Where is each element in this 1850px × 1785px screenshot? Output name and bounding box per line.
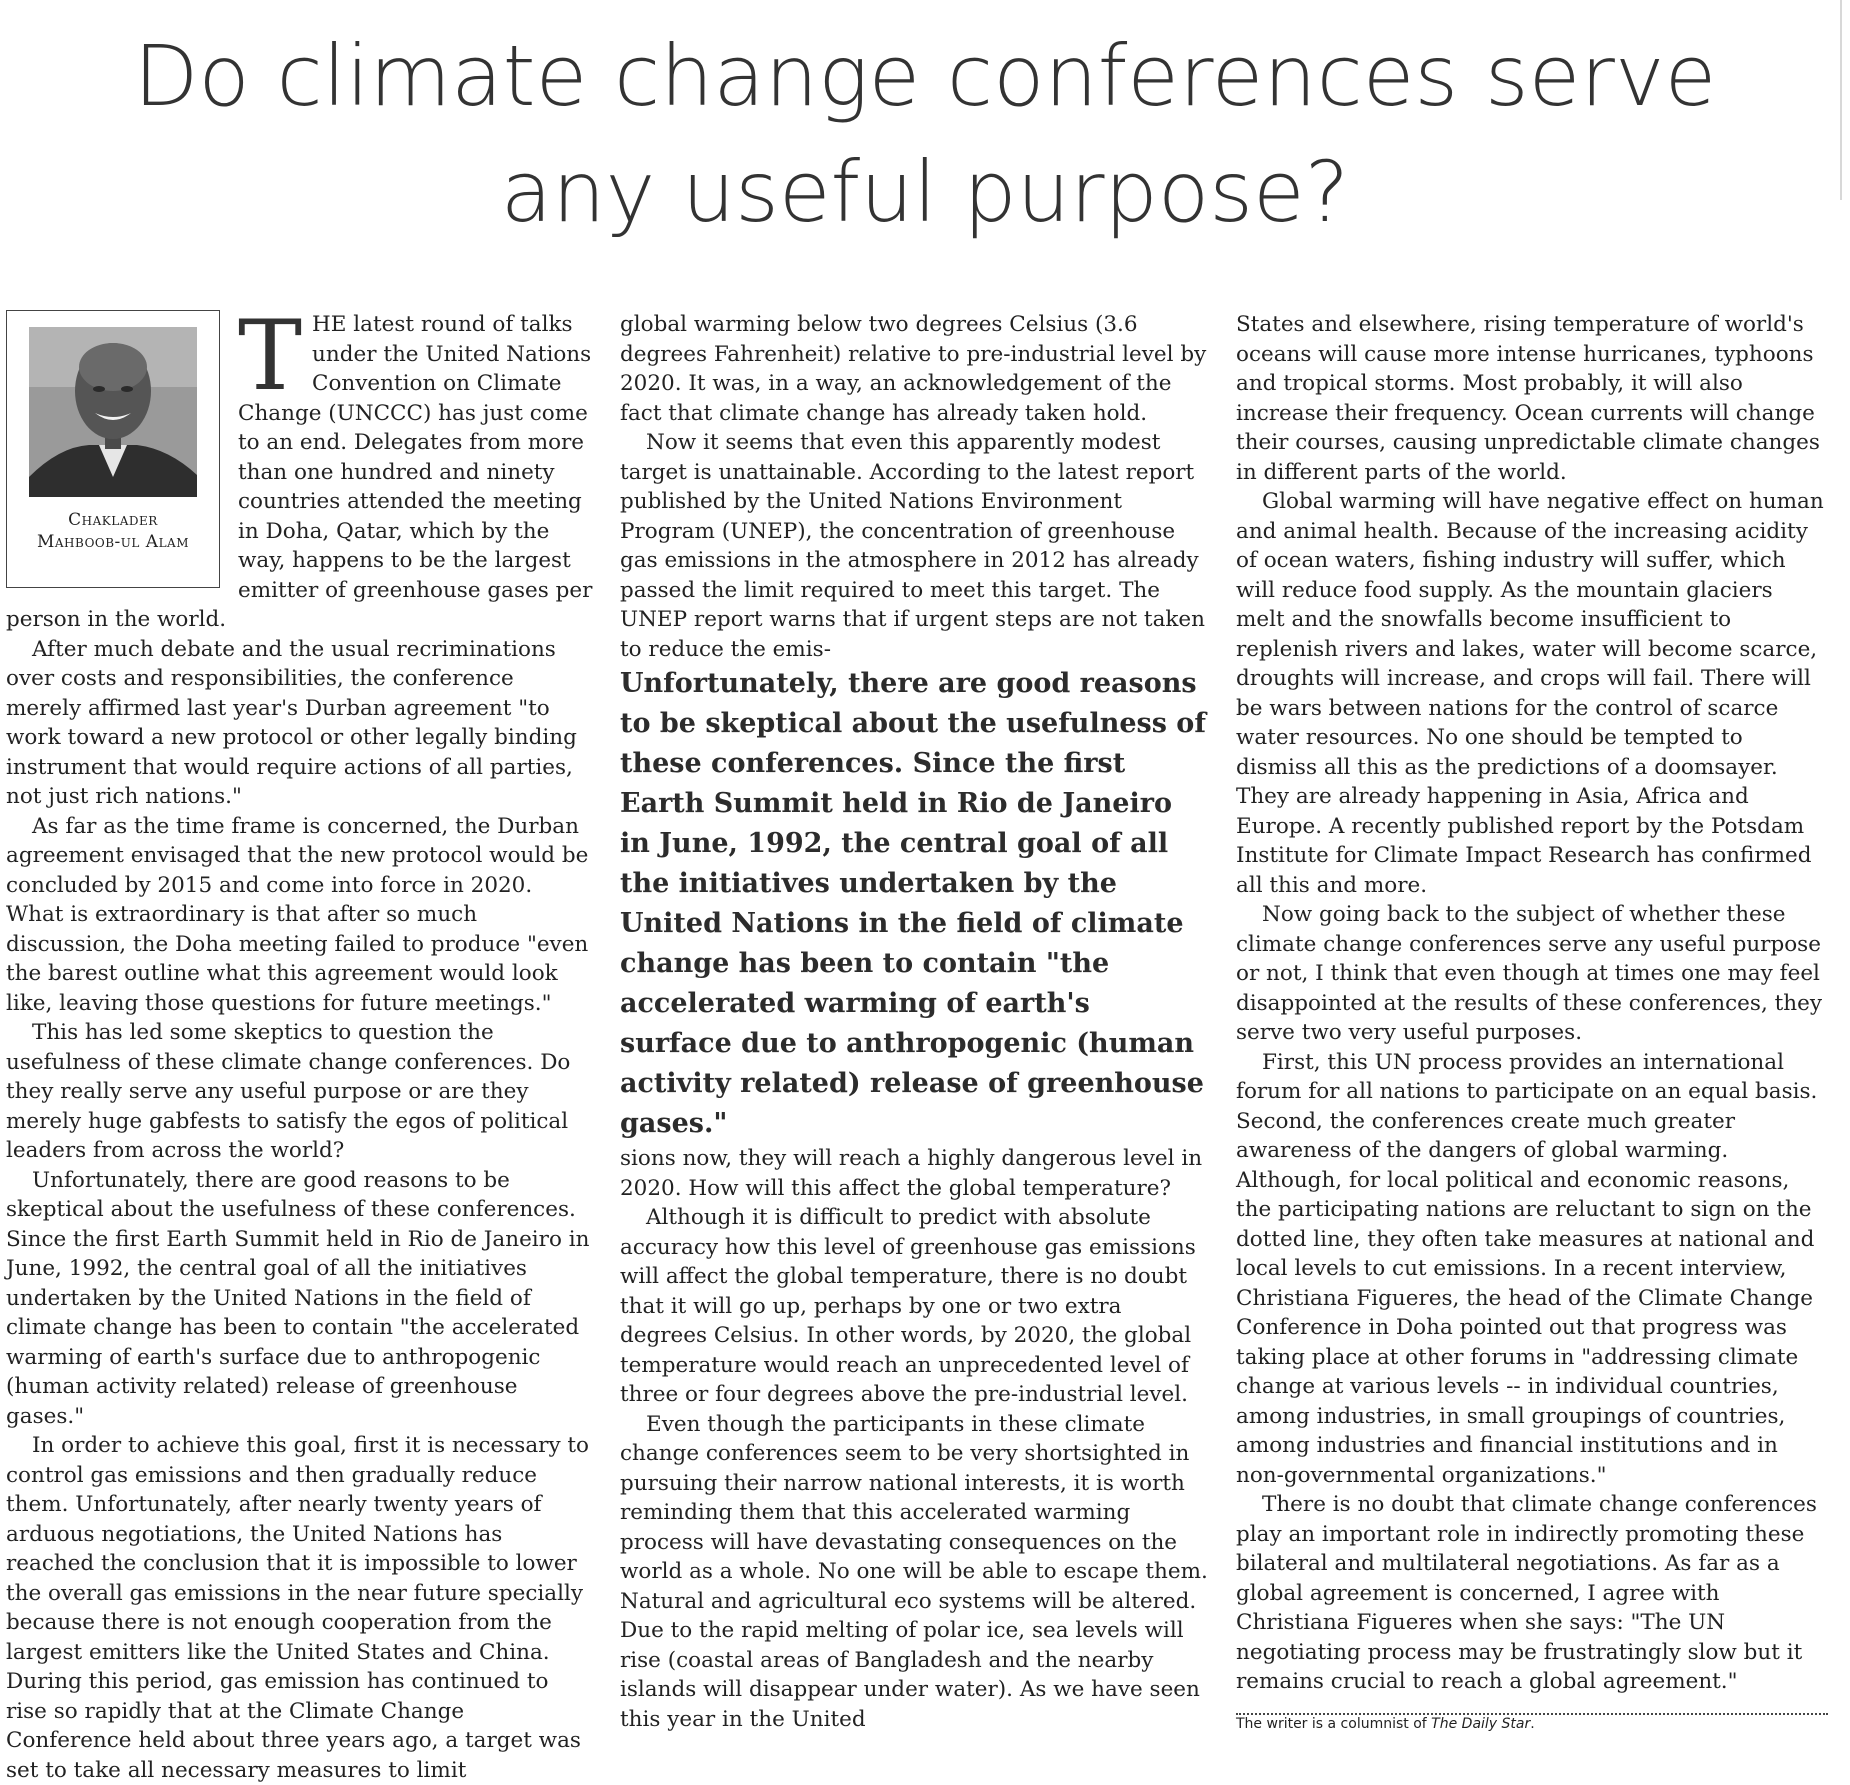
article-paragraph-5: Unfortunately, there are good reasons to be skeptical about the usefulness of these conferences. Since the first Earth Summit held in Rio de Janeiro in June, 1992, the central goal of all the initiatives undertaken by the United Nations in the field of climate change has been to contain "the accelerated warming of earth's surface due to anthropogenic (human activity related) release of greenhouse gases." [6,1167,590,1429]
author-photo [29,327,197,497]
page-edge-line [1840,0,1842,200]
article-paragraph-10: Although it is difficult to predict with absolute accuracy how this level of greenhouse gas emissions will affect the global temperature, there is no doubt that it will go up, perhaps by one or two extra degrees Celsius. In other words, by 2020, the global temperature would reach an unprecedented level of three or four degrees above the pre-industrial level. [620,1205,1196,1407]
pull-quote: Unfortunately, there are good reasons to be skeptical about the usefulness of these conferences. Since the first Earth Summit held in Rio de Janeiro in June, 1992, the central goal of all the initiatives undertaken by the United Nations in the field of climate change has been to contain "the accelerated warming of earth's surface due to anthropogenic (human activity related) release of greenhouse gases." [620,668,1206,1139]
drop-cap: T [238,300,303,412]
writer-note-prefix: The writer is a columnist of [1236,1715,1432,1732]
writer-note [1236,1715,1828,1733]
article-paragraph-12: States and elsewhere, rising temperature of world's oceans will cause more intense hurricanes, typhoons and tropical storms. Most probably, it will also increase their frequency. Ocean currents will change their courses, causing unpredictable climate changes in different parts of the world. [1236,312,1820,485]
author-name-line1: Chaklader [68,510,158,530]
headline: Do climate change conferences serve any useful purpose? [133,27,1717,241]
author-portrait-image [29,327,197,497]
writer-note-suffix: . [1530,1715,1535,1732]
column-3 [1236,310,1828,1733]
article-paragraph-9: sions now, they will reach a highly dangerous level in 2020. How will this affect the global temperature? [620,1146,1203,1201]
author-name [7,509,219,553]
article-paragraph-3: As far as the time frame is concerned, the Durban agreement envisaged that the new protocol would be concluded by 2015 and come into force in 2020. What is extraordinary is that after so much discussion, the Doha meeting failed to produce "even the barest outline what this agreement would look like, leaving those questions for future meetings." [6,813,589,1016]
article-paragraph-15: First, this UN process provides an international forum for all nations to participate on an equal basis. Second, the conferences create much greater awareness of the dangers of global warming. Although, for local political and economic reasons, the participating nations are reluctant to sign on the dotted line, they often take measures at national and local levels to cut emissions. In a recent interview, Christiana Figueres, the head of the Climate Change Conference in Doha pointed out that progress was taking place at other forums in "addressing climate change at various levels -- in individual countries, among industries, in small groupings of countries, among industries and financial institutions and in non-governmental organizations." [1236,1049,1818,1488]
article-paragraph-2: After much debate and the usual recriminations over costs and responsibilities, the conference merely affirmed last year's Durban agreement "to work toward a new protocol or other legally binding instrument that would require actions of all parties, not just rich nations." [6,636,577,809]
column-1 [6,300,594,1785]
article-paragraph-7: global warming below two degrees Celsius (3.6 degrees Fahrenheit) relative to pre-industrial level by 2020. It was, in a way, an acknowledgement of the fact that climate change has already taken hold. [620,312,1207,426]
article-paragraph-16: There is no doubt that climate change conferences play an important role in indirectly promoting these bilateral and multilateral negotiations. As far as a global agreement is concerned, I agree with Christiana Figueres when she says: "The UN negotiating process may be frustratingly slow but it remains crucial to reach a global agreement." [1236,1492,1817,1694]
column-2 [620,310,1210,1734]
author-box [6,310,220,588]
article-paragraph-4: This has led some skeptics to question the usefulness of these climate change conferences. Do they really serve any useful purpose or are they merely huge gabfests to satisfy the egos of political leaders from across the world? [6,1020,571,1163]
paragraph-text: HE latest round of talks under the United Nations Convention on Climate Change (UNCCC) has just come to an end. Delegates from more than one hundred and ninety countries attended the meeting in Doha, Qatar, which by the way, happens to be the largest emitter of greenhouse gases per person in the world. [6,312,593,632]
article-paragraph-14: Now going back to the subject of whether these climate change conferences serve any useful purpose or not, I think that even though at times one may feel disappointed at the results of these conferences, they serve two very useful purposes. [1236,902,1822,1045]
publication-name: The Daily Star [1431,1715,1531,1732]
article-paragraph-6: In order to achieve this goal, first it is necessary to control gas emissions and then gradually reduce them. Unfortunately, after nearly twenty years of arduous negotiations, the United Nations has reached the conclusion that it is impossible to lower the overall gas emissions in the near future specially because there is not enough cooperation from the largest emitters like the United States and China. During this period, gas emission has continued to rise so rapidly that at the Climate Change Conference held about three years ago, a target was set to take all necessary measures to limit [6,1433,590,1783]
article-paragraph-8: Now it seems that even this apparently modest target is unattainable. According to the latest report published by the United Nations Environment Program (UNEP), the concentration of greenhouse gas emissions in the atmosphere in 2012 has already passed the limit required to meet this target. The UNEP report warns that if urgent steps are not taken to reduce the emis- [620,430,1205,662]
author-name-line2: Mahboob-ul Alam [36,532,189,552]
article-paragraph-11: Even though the participants in these climate change conferences seem to be very shortsighted in pursuing their narrow national interests, it is worth reminding them that this accelerated warming process will have devastating consequences on the world as a whole. No one will be able to escape them. Natural and agricultural eco systems will be altered. Due to the rapid melting of polar ice, sea levels will rise (coastal areas of Bangladesh and the nearby islands will disappear under water). As we have seen this year in the United [620,1411,1208,1732]
article-paragraph-13: Global warming will have negative effect on human and animal health. Because of the increasing acidity of ocean waters, fishing industry will suffer, which will reduce food supply. As the mountain glaciers melt and the snowfalls become insufficient to replenish rivers and lakes, water will become scarce, droughts will increase, and crops will fail. There will be wars between nations for the control of scarce water resources. No one should be tempted to dismiss all this as the predictions of a doomsayer. They are already happening in Asia, Africa and Europe. A recently published report by the Potsdam Institute for Climate Impact Research has confirmed all this and more. [1236,489,1824,898]
